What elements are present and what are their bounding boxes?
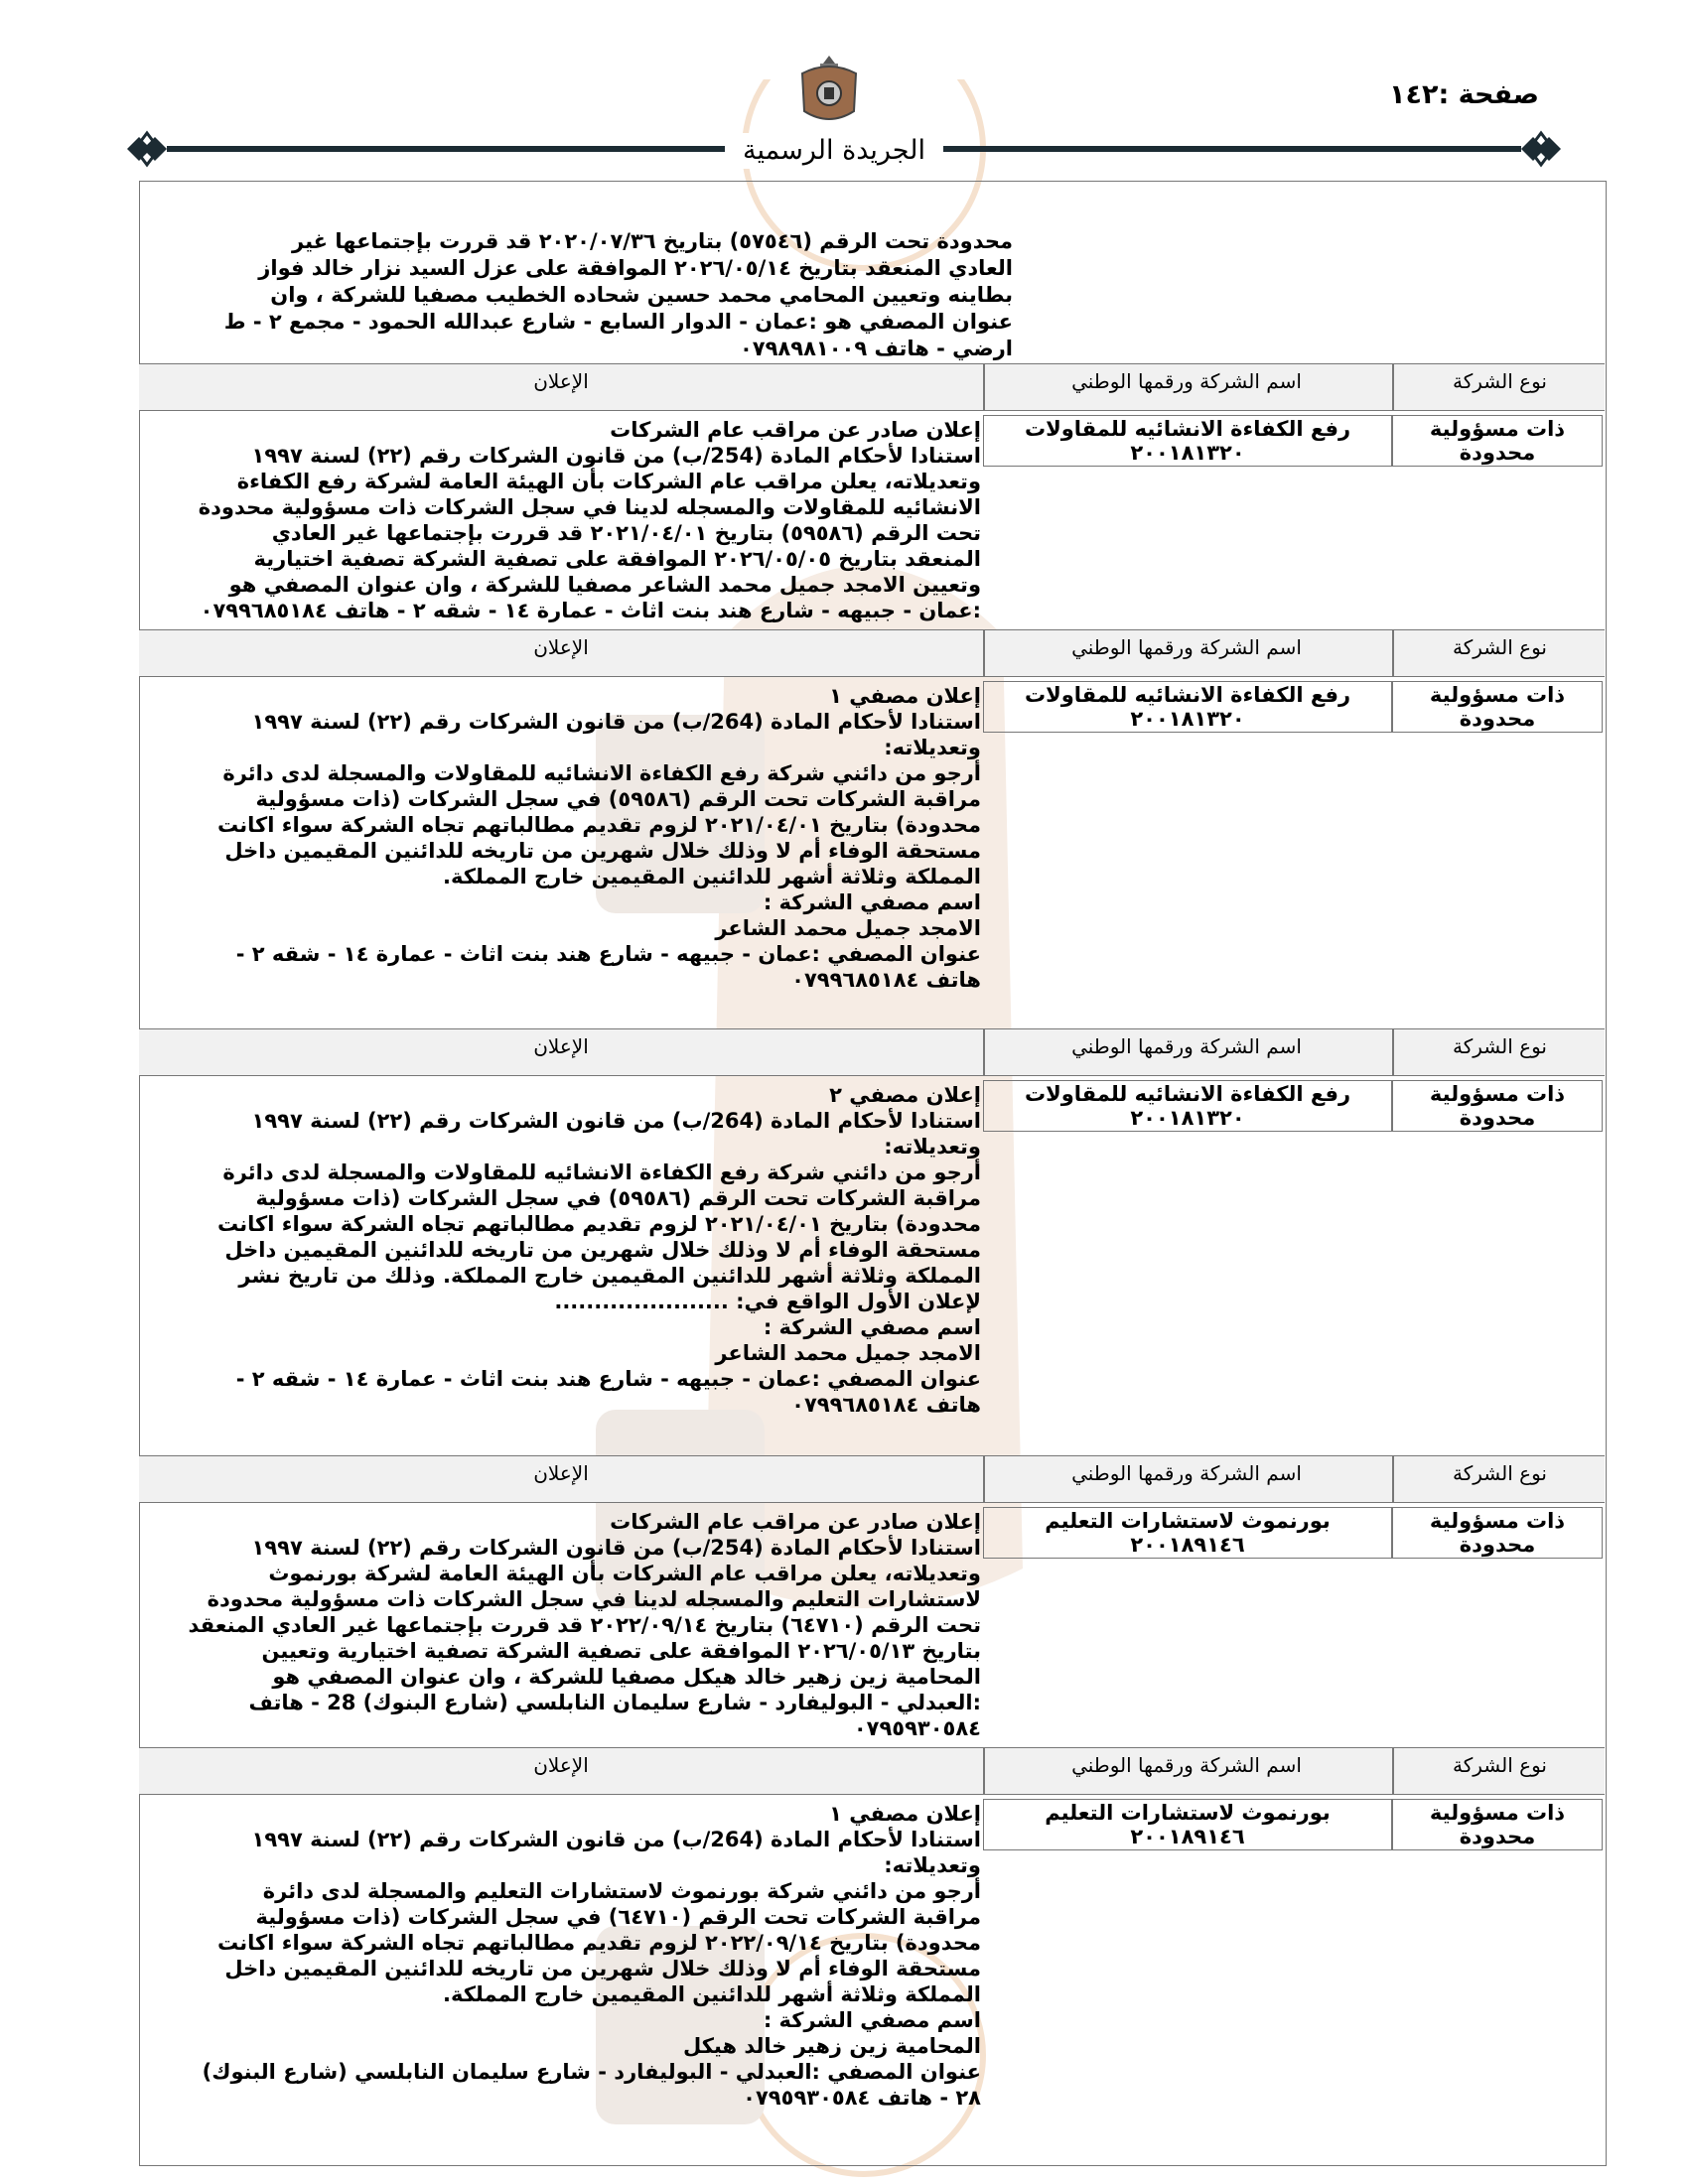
notice-line: وتعديلاته: xyxy=(884,736,981,759)
intro-line: العادي المنعقد بتاريخ ٢٠٢٦/٠٥/١٤ الموافقة على عزل السيد نزار خالد فواز xyxy=(258,256,1013,280)
col-header-name: اسم الشركة ورقمها الوطني xyxy=(1071,635,1302,659)
notice-line: هاتف ٠٧٩٩٦٨٥١٨٤ xyxy=(791,1393,981,1417)
notice-line: إعلان صادر عن مراقب عام الشركات xyxy=(610,418,981,442)
notice-line: الانشائيه للمقاولات والمسجله لدينا في سجل الشركات ذات مسؤولية محدودة xyxy=(198,495,981,519)
col-header-name: اسم الشركة ورقمها الوطني xyxy=(1071,1461,1302,1485)
company-type: ذات مسؤولية محدودة xyxy=(1392,1507,1603,1559)
notice-line: اسم مصفي الشركة : xyxy=(763,890,981,914)
company-name-cell xyxy=(983,1080,1392,1132)
company-name: رفع الكفاءة الانشائيه للمقاولات xyxy=(1024,683,1351,707)
col-header-type: نوع الشركة xyxy=(1453,369,1547,393)
notice-line: أرجو من دائني شركة رفع الكفاءة الانشائيه للمقاولات والمسجلة لدى دائرة xyxy=(222,1160,981,1184)
notice-line: لاستشارات التعليم والمسجله لدينا في سجل الشركات ذات مسؤولية محدودة xyxy=(207,1587,981,1611)
notice-line: هاتف ٠٧٩٩٦٨٥١٨٤ xyxy=(791,968,981,992)
notice-line: اسم مصفي الشركة : xyxy=(763,2008,981,2032)
col-header-notice: الإعلان xyxy=(533,1034,589,1058)
notice-line: عنوان المصفي :عمان - جبيهه - شارع هند بنت اثاث - عمارة ١٤ - شقه ٢ - xyxy=(235,942,981,966)
notice-line: استنادا لأحكام المادة (264/ب) من قانون الشركات رقم (٢٢) لسنة ١٩٩٧ xyxy=(251,710,981,734)
company-number: ٢٠٠١٨١٣٢٠ xyxy=(1130,1106,1245,1130)
intro-line: بطاينه وتعيين المحامي محمد حسين شحاده الخطيب مصفيا للشركة ، وان xyxy=(270,283,1013,307)
company-name-cell xyxy=(983,415,1392,467)
company-number: ٢٠٠١٨٩١٤٦ xyxy=(1130,1825,1245,1848)
notice-line: استنادا لأحكام المادة (254/ب) من قانون الشركات رقم (٢٢) لسنة ١٩٩٧ xyxy=(251,1536,981,1560)
notice-line: عنوان المصفي :العبدلي - البوليفارد - شارع سليمان النابلسي (شارع البنوك) xyxy=(202,2060,981,2084)
notice-line: أرجو من دائني شركة بورنموث لاستشارات التعليم والمسجلة لدى دائرة xyxy=(262,1879,981,1903)
notice-line: استنادا لأحكام المادة (264/ب) من قانون الشركات رقم (٢٢) لسنة ١٩٩٧ xyxy=(251,1828,981,1851)
notice-line: بتاريخ ٢٠٢٦/٠٥/١٣ الموافقة على تصفية الشركة تصفية اختيارية وتعيين xyxy=(261,1639,981,1663)
company-name-cell xyxy=(983,1799,1392,1850)
company-name-cell xyxy=(983,681,1392,733)
col-header-type: نوع الشركة xyxy=(1453,1034,1547,1058)
page-number: صفحة :١٤٢ xyxy=(1388,79,1539,110)
notice-line: إعلان صادر عن مراقب عام الشركات xyxy=(610,1510,981,1534)
notice-line: تحت الرقم (٥٩٥٨٦) بتاريخ ٢٠٢١/٠٤/٠١ قد قررت بإجتماعها غير العادي xyxy=(271,521,981,545)
notice-line: محدودة) بتاريخ ٢٠٢١/٠٤/٠١ لزوم تقديم مطالباتهم تجاه الشركة سواء اكانت xyxy=(217,813,981,837)
company-number: ٢٠٠١٨١٣٢٠ xyxy=(1130,707,1245,731)
notice-line: وتعديلاته: xyxy=(884,1853,981,1877)
intro-text xyxy=(169,228,1013,362)
notice-line: إعلان مصفي ١ xyxy=(829,1802,981,1826)
notice-text xyxy=(157,1082,981,1418)
notice-line: وتعديلاته، يعلن مراقب عام الشركات بأن الهيئة العامة لشركة رفع الكفاءة xyxy=(236,470,981,493)
company-name: بورنموث لاستشارات التعليم xyxy=(1045,1801,1331,1825)
col-header-notice: الإعلان xyxy=(533,1753,589,1777)
col-header-notice: الإعلان xyxy=(533,1461,589,1485)
notice-line: إعلان مصفي ١ xyxy=(829,684,981,708)
coat-of-arms-icon xyxy=(794,52,864,129)
company-name: بورنموث لاستشارات التعليم xyxy=(1045,1509,1331,1533)
notice-line: تحت الرقم (٦٤٧١٠) بتاريخ ٢٠٢٢/٠٩/١٤ قد قررت بإجتماعها غير العادي المنعقد xyxy=(188,1613,981,1637)
notice-text xyxy=(157,1801,981,2111)
company-type: ذات مسؤولية محدودة xyxy=(1392,415,1603,467)
company-type: ذات مسؤولية محدودة xyxy=(1392,1080,1603,1132)
company-name-cell xyxy=(983,1507,1392,1559)
notice-line: وتعديلاته، يعلن مراقب عام الشركات بأن الهيئة العامة لشركة بورنموث xyxy=(268,1562,981,1585)
notice-line: مراقبة الشركات تحت الرقم (٥٩٥٨٦) في سجل الشركات (ذات مسؤولية xyxy=(255,1186,981,1210)
notice-line: لإعلان الأول الواقع في: ...................... xyxy=(554,1290,981,1313)
notice-line: ٠٧٩٥٩٣٠٥٨٤ xyxy=(853,1716,981,1740)
col-header-type: نوع الشركة xyxy=(1453,1461,1547,1485)
notice-line: استنادا لأحكام المادة (264/ب) من قانون الشركات رقم (٢٢) لسنة ١٩٩٧ xyxy=(251,1109,981,1133)
notice-line: ٢٨ - هاتف ٠٧٩٥٩٣٠٥٨٤ xyxy=(743,2086,981,2110)
gazette-title: الجريدة الرسمية xyxy=(725,133,943,169)
company-type: ذات مسؤولية محدودة xyxy=(1392,1799,1603,1850)
notice-line: وتعديلاته: xyxy=(884,1135,981,1159)
company-type: ذات مسؤولية محدودة xyxy=(1392,681,1603,733)
notice-line: أرجو من دائني شركة رفع الكفاءة الانشائيه للمقاولات والمسجلة لدى دائرة xyxy=(222,761,981,785)
company-name: رفع الكفاءة الانشائيه للمقاولات xyxy=(1024,1082,1351,1106)
notice-line: المحامية زين زهير خالد هيكل مصفيا للشركة ، وان عنوان المصفي هو xyxy=(272,1665,981,1689)
notice-line: المحامية زين زهير خالد هيكل xyxy=(682,2034,981,2058)
notice-line: وتعيين الامجد جميل محمد الشاعر مصفيا للشركة ، وان عنوان المصفي هو xyxy=(228,573,981,597)
notice-line: عنوان المصفي :عمان - جبيهه - شارع هند بنت اثاث - عمارة ١٤ - شقه ٢ - xyxy=(235,1367,981,1391)
notice-text xyxy=(157,1509,981,1741)
notice-line: الامجد جميل محمد الشاعر xyxy=(715,1341,981,1365)
company-number: ٢٠٠١٨٩١٤٦ xyxy=(1130,1533,1245,1557)
notice-line: المملكة وثلاثة أشهر للدائنين المقيمين خارج المملكة. xyxy=(442,1982,981,2006)
notice-text xyxy=(157,683,981,993)
notice-line: المنعقد بتاريخ ٢٠٢٦/٠٥/٠٥ الموافقة على تصفية الشركة تصفية اختيارية xyxy=(253,547,981,571)
col-header-notice: الإعلان xyxy=(533,369,589,393)
col-header-notice: الإعلان xyxy=(533,635,589,659)
col-header-type: نوع الشركة xyxy=(1453,1753,1547,1777)
col-header-name: اسم الشركة ورقمها الوطني xyxy=(1071,1034,1302,1058)
notice-line: اسم مصفي الشركة : xyxy=(763,1315,981,1339)
company-name: رفع الكفاءة الانشائيه للمقاولات xyxy=(1024,417,1351,441)
notice-line: استنادا لأحكام المادة (254/ب) من قانون الشركات رقم (٢٢) لسنة ١٩٩٧ xyxy=(251,444,981,468)
notice-line: المملكة وثلاثة أشهر للدائنين المقيمين خارج المملكة. xyxy=(442,865,981,888)
notice-line: :العبدلي - البوليفارد - شارع سليمان النابلسي (شارع البنوك) 28 - هاتف xyxy=(248,1691,981,1714)
intro-line: عنوان المصفي هو :عمان - الدوار السابع - شارع عبدالله الحمود - مجمع ٢ - ط xyxy=(223,310,1013,334)
col-header-name: اسم الشركة ورقمها الوطني xyxy=(1071,369,1302,393)
company-number: ٢٠٠١٨١٣٢٠ xyxy=(1130,441,1245,465)
notice-line: :عمان - جبيهه - شارع هند بنت اثاث - عمارة ١٤ - شقه ٢ - هاتف ٠٧٩٩٦٨٥١٨٤ xyxy=(200,599,981,622)
notice-line: مراقبة الشركات تحت الرقم (٦٤٧١٠) في سجل الشركات (ذات مسؤولية xyxy=(255,1905,981,1929)
intro-line: ارضي - هاتف ٠٧٩٨٩٨١٠٠٩ xyxy=(739,337,1013,360)
notice-line: محدودة) بتاريخ ٢٠٢٢/٠٩/١٤ لزوم تقديم مطالباتهم تجاه الشركة سواء اكانت xyxy=(217,1931,981,1955)
col-header-name: اسم الشركة ورقمها الوطني xyxy=(1071,1753,1302,1777)
notice-text xyxy=(157,417,981,623)
notice-line: مستحقة الوفاء أم لا وذلك خلال شهرين من تاريخه للدائنين المقيمين داخل xyxy=(224,1238,981,1262)
notice-line: محدودة) بتاريخ ٢٠٢١/٠٤/٠١ لزوم تقديم مطالباتهم تجاه الشركة سواء اكانت xyxy=(217,1212,981,1236)
notice-line: مستحقة الوفاء أم لا وذلك خلال شهرين من تاريخه للدائنين المقيمين داخل xyxy=(224,839,981,863)
notice-line: إعلان مصفي ٢ xyxy=(829,1083,981,1107)
notice-line: مستحقة الوفاء أم لا وذلك خلال شهرين من تاريخه للدائنين المقيمين داخل xyxy=(224,1957,981,1980)
col-header-type: نوع الشركة xyxy=(1453,635,1547,659)
notice-line: الامجد جميل محمد الشاعر xyxy=(715,916,981,940)
notice-line: مراقبة الشركات تحت الرقم (٥٩٥٨٦) في سجل الشركات (ذات مسؤولية xyxy=(255,787,981,811)
notice-line: المملكة وثلاثة أشهر للدائنين المقيمين خارج المملكة. وذلك من تاريخ نشر xyxy=(238,1264,981,1288)
intro-line: محدودة تحت الرقم (٥٧٥٤٦) بتاريخ ٢٠٢٠/٠٧/٣٦ قد قررت بإجتماعها غير xyxy=(292,229,1013,253)
